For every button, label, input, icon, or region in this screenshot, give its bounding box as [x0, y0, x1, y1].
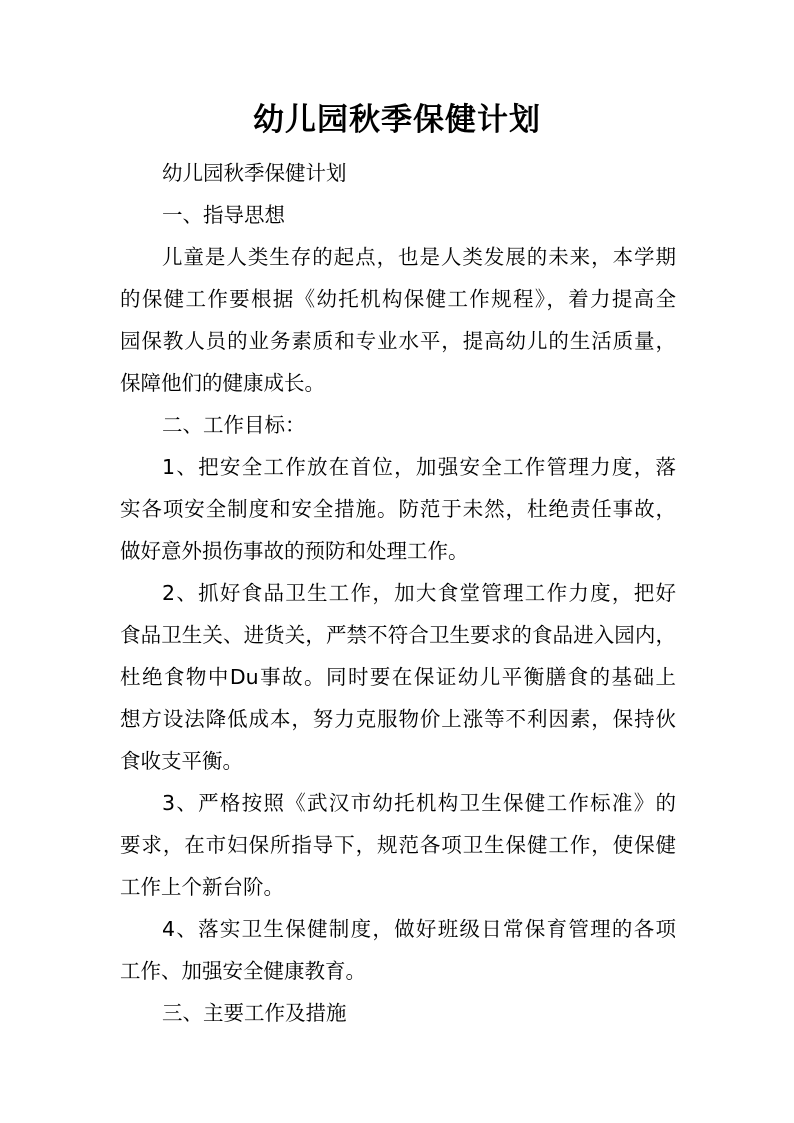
paragraph-line: 工作上个新台阶。 — [120, 875, 284, 899]
paragraph-line: 3、严格按照《武汉市幼托机构卫生保健工作标准》的 — [162, 791, 676, 815]
paragraph-line: 要求，在市妇保所指导下，规范各项卫生保健工作，使保健 — [120, 833, 676, 857]
paragraph-line: 食品卫生关、进货关，严禁不符合卫生要求的食品进入园内， — [120, 623, 676, 647]
document-body — [120, 152, 676, 1034]
paragraph-line: 食收支平衡。 — [120, 749, 243, 773]
paragraph-line: 做好意外损伤事故的预防和处理工作。 — [120, 539, 469, 563]
document-title: 幼儿园秋季保健计划 — [253, 102, 541, 138]
subtitle-line: 幼儿园秋季保健计划 — [162, 161, 347, 185]
paragraph-line: 杜绝食物中Du事故。同时要在保证幼儿平衡膳食的基础上 — [120, 665, 676, 689]
paragraph-line: 1、把安全工作放在首位，加强安全工作管理力度，落 — [162, 455, 676, 479]
paragraph-line: 园保教人员的业务素质和专业水平，提高幼儿的生活质量， — [120, 329, 676, 353]
paragraph-line: 工作、加强安全健康教育。 — [120, 959, 366, 983]
section-heading-1: 一、指导思想 — [162, 203, 285, 227]
section-heading-2: 二、工作目标： — [162, 413, 306, 437]
paragraph-line: 的保健工作要根据《幼托机构保健工作规程》，着力提高全 — [120, 287, 676, 311]
paragraph-line: 4、落实卫生保健制度，做好班级日常保育管理的各项 — [162, 917, 676, 941]
paragraph-line: 保障他们的健康成长。 — [120, 371, 325, 395]
paragraph-line: 2、抓好食品卫生工作，加大食堂管理工作力度，把好 — [162, 581, 676, 605]
paragraph-line: 想方设法降低成本，努力克服物价上涨等不利因素，保持伙 — [120, 707, 676, 731]
paragraph-line: 实各项安全制度和安全措施。防范于未然，杜绝责任事故， — [120, 497, 676, 521]
paragraph-line: 儿童是人类生存的起点，也是人类发展的未来，本学期 — [162, 245, 676, 269]
section-heading-3: 三、主要工作及措施 — [162, 1001, 347, 1025]
